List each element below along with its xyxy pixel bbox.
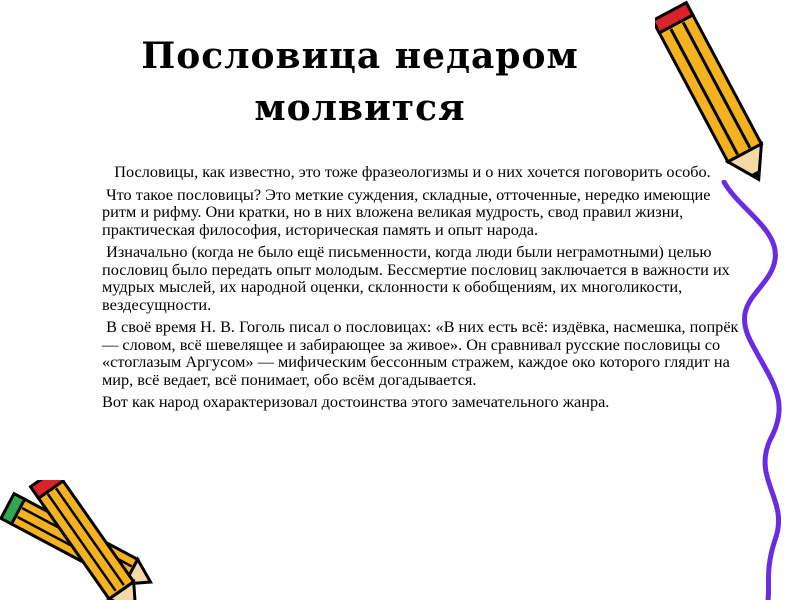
paragraph: Вот как народ охарактеризовал достоинства этого замечательного жанра. — [102, 392, 610, 411]
body-text — [102, 163, 742, 416]
paragraph: Изначально (когда не было ещё письменности, когда люди были неграмотными) целью пословиц было передать опыт молодым. Бессмертие пословиц заключается в важности их мудрых мыслей, их народной оценки, склонности к обобщениям, их многоликости, вездесущности. — [102, 242, 734, 314]
paragraph: Пословицы, как известно, это тоже фразеологизмы и о них хочется поговорить особо. — [102, 162, 711, 181]
crossed-pencils-icon — [0, 480, 170, 600]
paragraph: Что такое пословицы? Это меткие суждения, складные, отточенные, нередко имеющие ритм и рифму. Они кратки, но в них вложена великая мудрость, свод правил жизни, практическая философия, историческая память и опыт народа. — [102, 184, 715, 239]
slide-title-line-1: Пословица недаром — [141, 35, 579, 77]
slide-title — [90, 30, 630, 134]
paragraph: В своё время Н. В. Гоголь писал о пословицах: «В них есть всё: издёвка, насмешка, попрёк — словом, всё шевелящее и забирающее за живое». Он сравнивал русские пословицы со «стоглазым Аргусом» — мифическим бессонным стражем, каждое око которого глядит на мир, всё ведает, всё понимает, обо всём догадывается. — [102, 317, 743, 389]
slide-title-line-2: молвится — [254, 87, 466, 129]
